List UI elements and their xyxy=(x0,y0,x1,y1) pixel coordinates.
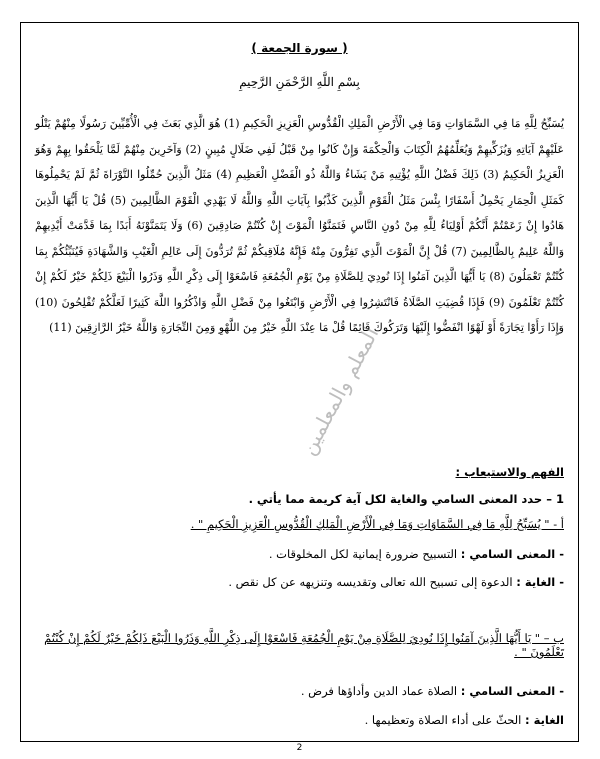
page-number: 2 xyxy=(296,743,303,753)
item-a-goal: الدعوة إلى تسبيح الله تعالى وتقديسه وتنزيهه عن كل نقص . xyxy=(228,575,513,589)
item-a-meaning-row xyxy=(269,547,564,561)
item-b-goal-row xyxy=(365,713,564,727)
watermark-text: المعلم والمعلمين xyxy=(295,323,384,459)
verses-text: يُسَبِّحُ لِلَّهِ مَا فِي السَّمَاوَاتِ وَمَا فِي الْأَرْضِ الْمَلِكِ الْقُدُّوسِ الْعَزِيزِ الْحَكِيمِ (1) هُوَ الَّذِي بَعَثَ فِي الْأُمِّيِّينَ رَسُولًا مِنْهُمْ يَتْلُو عَلَيْهِمْ آيَاتِهِ وَيُزَكِّيهِمْ وَيُعَلِّمُهُمُ الْكِتَابَ وَالْحِكْمَةَ وَإِنْ كَانُوا مِنْ قَبْلُ لَفِي ضَلَالٍ مُبِينٍ (2) وَآخَرِينَ مِنْهُمْ لَمَّا يَلْحَقُوا بِهِمْ وَهُوَ الْعَزِيزُ الْحَكِيمُ (3) ذَلِكَ فَضْلُ اللَّهِ يُؤْتِيهِ مَنْ يَشَاءُ وَاللَّهُ ذُو الْفَضْلِ الْعَظِيمِ (4) مَثَلُ الَّذِينَ حُمِّلُوا التَّوْرَاةَ ثُمَّ لَمْ يَحْمِلُوهَا كَمَثَلِ الْحِمَارِ يَحْمِلُ أَسْفَارًا بِئْسَ مَثَلُ الْقَوْمِ الَّذِينَ كَذَّبُوا بِآيَاتِ اللَّهِ وَاللَّهُ لَا يَهْدِي الْقَوْمَ الظَّالِمِينَ (5) قُلْ يَا أَيُّهَا الَّذِينَ هَادُوا إِنْ زَعَمْتُمْ أَنَّكُمْ أَوْلِيَاءُ لِلَّهِ مِنْ دُونِ النَّاسِ فَتَمَنَّوُا الْمَوْتَ إِنْ كُنْتُمْ صَادِقِينَ (6) وَلَا يَتَمَنَّوْنَهُ أَبَدًا بِمَا قَدَّمَتْ أَيْدِيهِمْ وَاللَّهُ عَلِيمٌ بِالظَّالِمِينَ (7) قُلْ إِنَّ الْمَوْتَ الَّذِي تَفِرُّونَ مِنْهُ فَإِنَّهُ مُلَاقِيكُمْ ثُمَّ تُرَدُّونَ إِلَى عَالِمِ الْغَيْبِ وَالشَّهَادَةِ فَيُنَبِّئُكُمْ بِمَا كُنْتُمْ تَعْمَلُونَ (8) يَا أَيُّهَا الَّذِينَ آمَنُوا إِذَا نُودِيَ لِلصَّلَاةِ مِنْ يَوْمِ الْجُمُعَةِ فَاسْعَوْا إِلَى ذِكْرِ اللَّهِ وَذَرُوا الْبَيْعَ ذَلِكُمْ خَيْرٌ لَكُمْ إِنْ كُنْتُمْ تَعْلَمُونَ (9) فَإِذَا قُضِيَتِ الصَّلَاةُ فَانْتَشِرُوا فِي الْأَرْضِ وَابْتَغُوا مِنْ فَضْلِ اللَّهِ وَاذْكُرُوا اللَّهَ كَثِيرًا لَعَلَّكُمْ تُفْلِحُونَ (10) وَإِذَا رَأَوْا تِجَارَةً أَوْ لَهْوًا انْفَضُّوا إِلَيْهَا وَتَرَكُوكَ قَائِمًا قُلْ مَا عِنْدَ اللَّهِ خَيْرٌ مِنَ اللَّهْوِ وَمِنَ التِّجَارَةِ وَاللَّهُ خَيْرُ الرَّازِقِينَ (11) xyxy=(35,117,565,334)
question-1: 1 – حدد المعنى السامي والغاية لكل آية كريمة مما يأتي . xyxy=(248,492,564,506)
basmala: بِسْمِ اللَّهِ الرَّحْمَنِ الرَّحِيمِ xyxy=(239,75,360,89)
item-b-goal-label: الغاية : xyxy=(525,713,564,727)
surah-title-text: ( سورة الجمعة ) xyxy=(251,41,348,55)
document-page xyxy=(20,22,579,753)
question-item-b: ب – " يَا أَيُّهَا الَّذِينَ آمَنُوا إِذَا نُودِيَ لِلصَّلَاةِ مِنْ يَوْمِ الْجُمُعَةِ فَاسْعَوْا إِلَى ذِكْرِ اللَّهِ وَذَرُوا الْبَيْعَ ذَلِكُمْ خَيْرٌ لَكُمْ إِنْ كُنْتُمْ تَعْلَمُونَ " . xyxy=(44,631,564,659)
item-b-meaning-label: - المعنى السامي : xyxy=(460,684,564,698)
item-b-meaning-row xyxy=(301,684,564,698)
item-b-goal: الحثّ على أداء الصلاة وتعظيمها . xyxy=(364,713,522,727)
item-b-meaning: الصلاة عماد الدين وأداؤها فرض . xyxy=(300,684,458,698)
question-item-a: أ - " يُسَبِّحُ لِلَّهِ مَا فِي السَّمَاوَاتِ وَمَا فِي الْأَرْضِ الْمَلِكِ الْقُدُّوسِ الْعَزِيزِ الْحَكِيمِ " . xyxy=(190,517,564,531)
section-heading: الفهم والاستيعاب : xyxy=(455,465,564,479)
item-a-meaning-label: - المعنى السامي : xyxy=(460,547,564,561)
item-a-goal-row xyxy=(228,575,564,589)
item-a-goal-label: - الغاية : xyxy=(516,575,564,589)
item-a-meaning: التسبيح ضرورة إيمانية لكل المخلوقات . xyxy=(268,547,458,561)
surah-title xyxy=(21,41,578,55)
